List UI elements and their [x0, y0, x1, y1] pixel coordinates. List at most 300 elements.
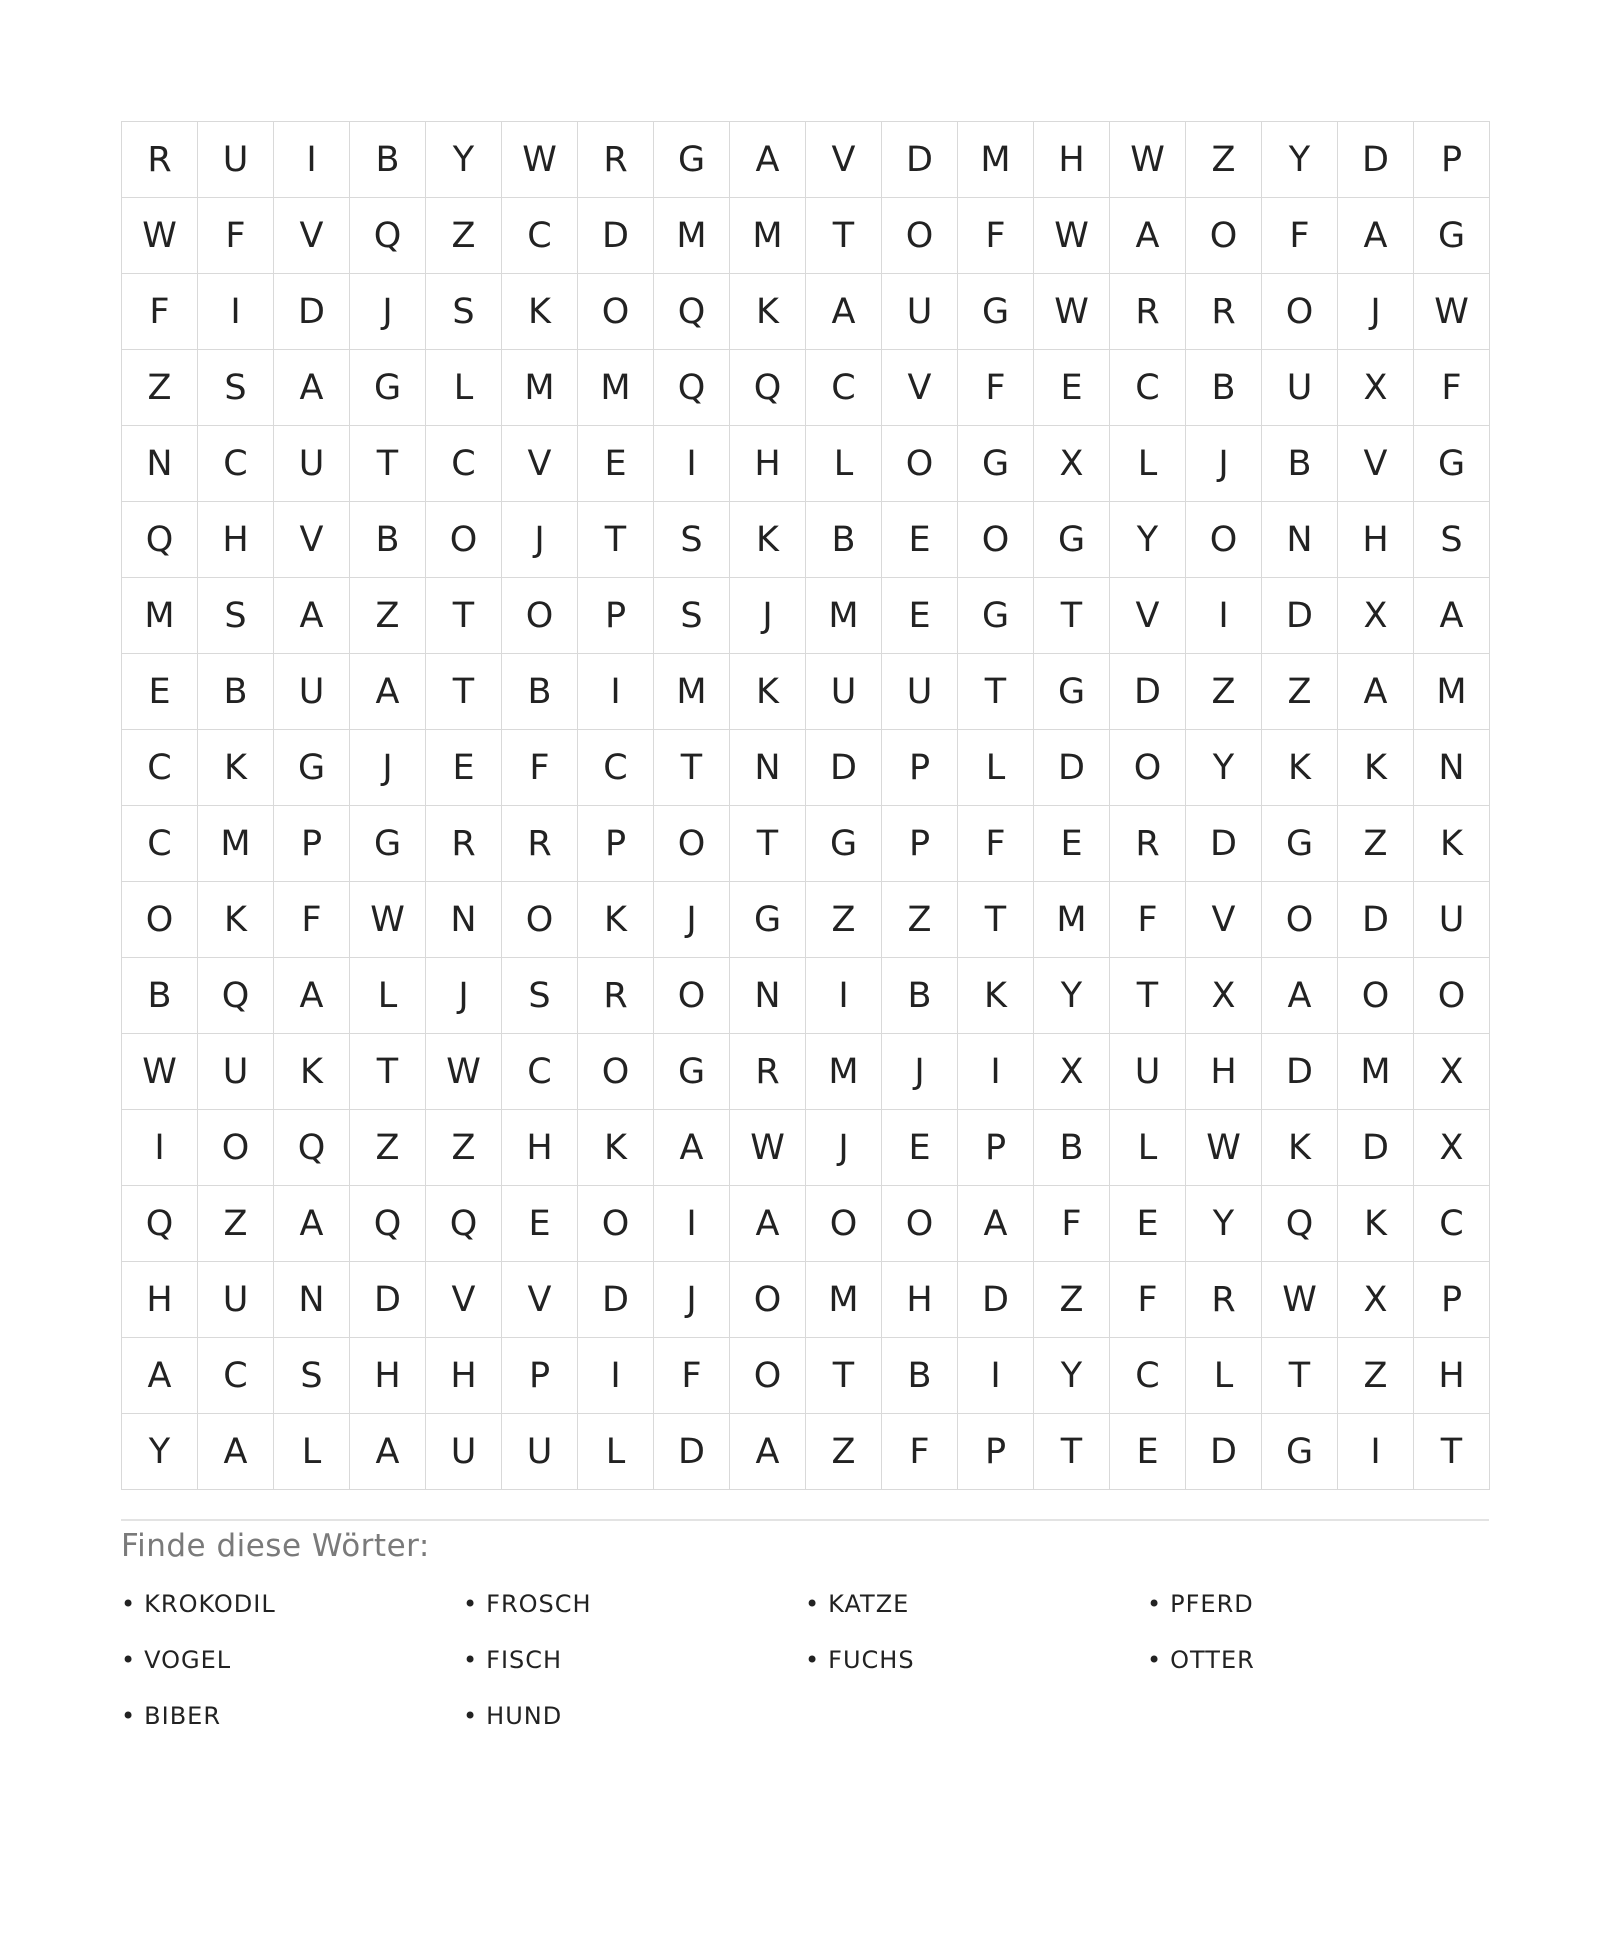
grid-cell[interactable]: M [958, 122, 1034, 198]
grid-cell[interactable]: J [426, 958, 502, 1034]
grid-cell[interactable]: G [274, 730, 350, 806]
grid-cell[interactable]: Z [1186, 654, 1262, 730]
grid-cell[interactable]: V [426, 1262, 502, 1338]
grid-cell[interactable]: C [502, 198, 578, 274]
grid-cell[interactable]: F [1034, 1186, 1110, 1262]
grid-cell[interactable]: Z [426, 1110, 502, 1186]
grid-cell[interactable]: X [1338, 350, 1414, 426]
grid-cell[interactable]: I [274, 122, 350, 198]
grid-cell[interactable]: O [502, 882, 578, 958]
grid-cell[interactable]: A [1262, 958, 1338, 1034]
grid-cell[interactable]: D [1262, 578, 1338, 654]
grid-cell[interactable]: U [1262, 350, 1338, 426]
grid-cell[interactable]: Z [1262, 654, 1338, 730]
grid-cell[interactable]: Z [806, 882, 882, 958]
grid-cell[interactable]: O [122, 882, 198, 958]
grid-cell[interactable]: O [502, 578, 578, 654]
grid-cell[interactable]: C [1110, 350, 1186, 426]
grid-cell[interactable]: H [426, 1338, 502, 1414]
grid-cell[interactable]: Z [882, 882, 958, 958]
grid-cell[interactable]: G [1414, 198, 1490, 274]
grid-cell[interactable]: N [426, 882, 502, 958]
grid-cell[interactable]: Y [1186, 730, 1262, 806]
grid-cell[interactable]: I [1338, 1414, 1414, 1490]
grid-cell[interactable]: K [1262, 1110, 1338, 1186]
grid-cell[interactable]: B [1034, 1110, 1110, 1186]
grid-cell[interactable]: U [426, 1414, 502, 1490]
grid-cell[interactable]: F [122, 274, 198, 350]
grid-cell[interactable]: N [122, 426, 198, 502]
grid-cell[interactable]: G [654, 122, 730, 198]
grid-cell[interactable]: O [1414, 958, 1490, 1034]
grid-cell[interactable]: T [578, 502, 654, 578]
grid-cell[interactable]: R [578, 122, 654, 198]
grid-cell[interactable]: X [1034, 426, 1110, 502]
grid-cell[interactable]: D [578, 198, 654, 274]
grid-cell[interactable]: A [730, 1414, 806, 1490]
grid-cell[interactable]: E [882, 578, 958, 654]
grid-cell[interactable]: H [882, 1262, 958, 1338]
grid-cell[interactable]: U [882, 274, 958, 350]
grid-cell[interactable]: A [1414, 578, 1490, 654]
grid-cell[interactable]: A [274, 578, 350, 654]
grid-cell[interactable]: R [1110, 274, 1186, 350]
grid-cell[interactable]: A [274, 350, 350, 426]
grid-cell[interactable]: M [1034, 882, 1110, 958]
grid-cell[interactable]: W [730, 1110, 806, 1186]
grid-cell[interactable]: T [1034, 578, 1110, 654]
grid-cell[interactable]: K [198, 730, 274, 806]
grid-cell[interactable]: L [806, 426, 882, 502]
grid-cell[interactable]: I [958, 1034, 1034, 1110]
grid-cell[interactable]: M [654, 654, 730, 730]
grid-cell[interactable]: E [1034, 350, 1110, 426]
grid-cell[interactable]: L [1110, 426, 1186, 502]
grid-cell[interactable]: P [882, 730, 958, 806]
grid-cell[interactable]: K [578, 882, 654, 958]
grid-cell[interactable]: A [806, 274, 882, 350]
grid-cell[interactable]: Q [274, 1110, 350, 1186]
grid-cell[interactable]: D [1338, 882, 1414, 958]
grid-cell[interactable]: W [502, 122, 578, 198]
grid-cell[interactable]: G [350, 806, 426, 882]
grid-cell[interactable]: Z [426, 198, 502, 274]
grid-cell[interactable]: S [654, 578, 730, 654]
grid-cell[interactable]: J [1338, 274, 1414, 350]
grid-cell[interactable]: Z [122, 350, 198, 426]
grid-cell[interactable]: F [1262, 198, 1338, 274]
grid-cell[interactable]: G [1262, 1414, 1338, 1490]
grid-cell[interactable]: F [882, 1414, 958, 1490]
grid-cell[interactable]: H [1414, 1338, 1490, 1414]
grid-cell[interactable]: O [578, 1186, 654, 1262]
grid-cell[interactable]: L [426, 350, 502, 426]
grid-cell[interactable]: J [350, 730, 426, 806]
grid-cell[interactable]: G [958, 274, 1034, 350]
grid-cell[interactable]: X [1338, 1262, 1414, 1338]
grid-cell[interactable]: R [578, 958, 654, 1034]
grid-cell[interactable]: A [654, 1110, 730, 1186]
grid-cell[interactable]: E [882, 1110, 958, 1186]
grid-cell[interactable]: G [1414, 426, 1490, 502]
grid-cell[interactable]: D [958, 1262, 1034, 1338]
grid-cell[interactable]: E [578, 426, 654, 502]
grid-cell[interactable]: J [502, 502, 578, 578]
grid-cell[interactable]: V [1338, 426, 1414, 502]
grid-cell[interactable]: Q [654, 274, 730, 350]
grid-cell[interactable]: C [806, 350, 882, 426]
grid-cell[interactable]: S [502, 958, 578, 1034]
grid-cell[interactable]: I [806, 958, 882, 1034]
grid-cell[interactable]: I [958, 1338, 1034, 1414]
grid-cell[interactable]: F [274, 882, 350, 958]
grid-cell[interactable]: O [198, 1110, 274, 1186]
grid-cell[interactable]: Z [806, 1414, 882, 1490]
grid-cell[interactable]: J [882, 1034, 958, 1110]
grid-cell[interactable]: D [806, 730, 882, 806]
grid-cell[interactable]: K [730, 502, 806, 578]
grid-cell[interactable]: Q [426, 1186, 502, 1262]
grid-cell[interactable]: D [1338, 1110, 1414, 1186]
grid-cell[interactable]: E [1110, 1414, 1186, 1490]
grid-cell[interactable]: T [350, 1034, 426, 1110]
grid-cell[interactable]: V [1186, 882, 1262, 958]
grid-cell[interactable]: K [1338, 1186, 1414, 1262]
grid-cell[interactable]: G [1034, 654, 1110, 730]
grid-cell[interactable]: M [198, 806, 274, 882]
grid-cell[interactable]: G [1034, 502, 1110, 578]
grid-cell[interactable]: D [882, 122, 958, 198]
grid-cell[interactable]: J [654, 882, 730, 958]
grid-cell[interactable]: W [122, 198, 198, 274]
grid-cell[interactable]: D [578, 1262, 654, 1338]
grid-cell[interactable]: T [806, 1338, 882, 1414]
grid-cell[interactable]: W [1186, 1110, 1262, 1186]
grid-cell[interactable]: B [882, 1338, 958, 1414]
grid-cell[interactable]: G [806, 806, 882, 882]
grid-cell[interactable]: R [1186, 274, 1262, 350]
grid-cell[interactable]: B [806, 502, 882, 578]
grid-cell[interactable]: U [502, 1414, 578, 1490]
grid-cell[interactable]: A [274, 1186, 350, 1262]
grid-cell[interactable]: O [1186, 502, 1262, 578]
grid-cell[interactable]: A [1338, 198, 1414, 274]
grid-cell[interactable]: O [882, 1186, 958, 1262]
grid-cell[interactable]: O [882, 426, 958, 502]
grid-cell[interactable]: O [578, 274, 654, 350]
grid-cell[interactable]: D [1186, 1414, 1262, 1490]
grid-cell[interactable]: C [1414, 1186, 1490, 1262]
grid-cell[interactable]: Y [1110, 502, 1186, 578]
grid-cell[interactable]: A [730, 122, 806, 198]
grid-cell[interactable]: O [426, 502, 502, 578]
grid-cell[interactable]: F [958, 806, 1034, 882]
grid-cell[interactable]: Y [1034, 1338, 1110, 1414]
grid-cell[interactable]: K [1414, 806, 1490, 882]
grid-cell[interactable]: P [1414, 122, 1490, 198]
grid-cell[interactable]: V [274, 502, 350, 578]
grid-cell[interactable]: I [1186, 578, 1262, 654]
grid-cell[interactable]: K [730, 654, 806, 730]
grid-cell[interactable]: P [882, 806, 958, 882]
grid-cell[interactable]: T [806, 198, 882, 274]
grid-cell[interactable]: M [654, 198, 730, 274]
grid-cell[interactable]: B [1262, 426, 1338, 502]
grid-cell[interactable]: M [578, 350, 654, 426]
grid-cell[interactable]: H [730, 426, 806, 502]
grid-cell[interactable]: U [274, 426, 350, 502]
grid-cell[interactable]: F [654, 1338, 730, 1414]
grid-cell[interactable]: Z [1338, 806, 1414, 882]
grid-cell[interactable]: E [882, 502, 958, 578]
grid-cell[interactable]: M [806, 578, 882, 654]
grid-cell[interactable]: T [1110, 958, 1186, 1034]
grid-cell[interactable]: D [654, 1414, 730, 1490]
grid-cell[interactable]: K [274, 1034, 350, 1110]
grid-cell[interactable]: S [1414, 502, 1490, 578]
grid-cell[interactable]: N [730, 958, 806, 1034]
grid-cell[interactable]: W [426, 1034, 502, 1110]
grid-cell[interactable]: W [1414, 274, 1490, 350]
grid-cell[interactable]: D [274, 274, 350, 350]
grid-cell[interactable]: S [198, 350, 274, 426]
grid-cell[interactable]: W [1262, 1262, 1338, 1338]
grid-cell[interactable]: G [958, 578, 1034, 654]
grid-cell[interactable]: B [502, 654, 578, 730]
grid-cell[interactable]: K [578, 1110, 654, 1186]
grid-cell[interactable]: L [958, 730, 1034, 806]
grid-cell[interactable]: X [1338, 578, 1414, 654]
grid-cell[interactable]: M [806, 1262, 882, 1338]
grid-cell[interactable]: H [1186, 1034, 1262, 1110]
grid-cell[interactable]: M [502, 350, 578, 426]
grid-cell[interactable]: E [1034, 806, 1110, 882]
grid-cell[interactable]: T [426, 578, 502, 654]
grid-cell[interactable]: D [1338, 122, 1414, 198]
grid-cell[interactable]: N [1262, 502, 1338, 578]
grid-cell[interactable]: X [1186, 958, 1262, 1034]
grid-cell[interactable]: O [1338, 958, 1414, 1034]
grid-cell[interactable]: H [350, 1338, 426, 1414]
grid-cell[interactable]: X [1414, 1034, 1490, 1110]
grid-cell[interactable]: S [654, 502, 730, 578]
grid-cell[interactable]: Z [350, 578, 426, 654]
grid-cell[interactable]: J [1186, 426, 1262, 502]
grid-cell[interactable]: O [578, 1034, 654, 1110]
grid-cell[interactable]: W [1034, 274, 1110, 350]
grid-cell[interactable]: G [730, 882, 806, 958]
grid-cell[interactable]: P [958, 1110, 1034, 1186]
grid-cell[interactable]: O [1262, 274, 1338, 350]
grid-cell[interactable]: Q [122, 502, 198, 578]
grid-cell[interactable]: I [198, 274, 274, 350]
grid-cell[interactable]: A [1110, 198, 1186, 274]
grid-cell[interactable]: H [122, 1262, 198, 1338]
grid-cell[interactable]: H [1034, 122, 1110, 198]
grid-cell[interactable]: T [654, 730, 730, 806]
grid-cell[interactable]: X [1034, 1034, 1110, 1110]
grid-cell[interactable]: O [1110, 730, 1186, 806]
grid-cell[interactable]: M [730, 198, 806, 274]
grid-cell[interactable]: F [958, 350, 1034, 426]
grid-cell[interactable]: V [806, 122, 882, 198]
grid-cell[interactable]: D [350, 1262, 426, 1338]
grid-cell[interactable]: M [1338, 1034, 1414, 1110]
grid-cell[interactable]: Y [122, 1414, 198, 1490]
grid-cell[interactable]: Q [730, 350, 806, 426]
grid-cell[interactable]: U [198, 1262, 274, 1338]
grid-cell[interactable]: T [730, 806, 806, 882]
grid-cell[interactable]: M [122, 578, 198, 654]
grid-cell[interactable]: C [198, 426, 274, 502]
grid-cell[interactable]: Z [350, 1110, 426, 1186]
grid-cell[interactable]: Z [1338, 1338, 1414, 1414]
grid-cell[interactable]: V [1110, 578, 1186, 654]
grid-cell[interactable]: Q [350, 198, 426, 274]
grid-cell[interactable]: U [198, 1034, 274, 1110]
grid-cell[interactable]: R [426, 806, 502, 882]
grid-cell[interactable]: H [198, 502, 274, 578]
grid-cell[interactable]: K [1262, 730, 1338, 806]
grid-cell[interactable]: B [1186, 350, 1262, 426]
grid-cell[interactable]: L [578, 1414, 654, 1490]
grid-cell[interactable]: I [654, 1186, 730, 1262]
grid-cell[interactable]: O [730, 1338, 806, 1414]
grid-cell[interactable]: Q [350, 1186, 426, 1262]
grid-cell[interactable]: K [198, 882, 274, 958]
grid-cell[interactable]: S [198, 578, 274, 654]
grid-cell[interactable]: P [1414, 1262, 1490, 1338]
grid-cell[interactable]: R [1186, 1262, 1262, 1338]
grid-cell[interactable]: U [274, 654, 350, 730]
grid-cell[interactable]: P [578, 806, 654, 882]
grid-cell[interactable]: K [730, 274, 806, 350]
grid-cell[interactable]: U [806, 654, 882, 730]
grid-cell[interactable]: U [1110, 1034, 1186, 1110]
grid-cell[interactable]: A [730, 1186, 806, 1262]
grid-cell[interactable]: O [1186, 198, 1262, 274]
grid-cell[interactable]: R [122, 122, 198, 198]
grid-cell[interactable]: C [502, 1034, 578, 1110]
grid-cell[interactable]: Q [654, 350, 730, 426]
grid-cell[interactable]: C [122, 806, 198, 882]
grid-cell[interactable]: A [958, 1186, 1034, 1262]
grid-cell[interactable]: O [1262, 882, 1338, 958]
grid-cell[interactable]: R [1110, 806, 1186, 882]
grid-cell[interactable]: U [198, 122, 274, 198]
grid-cell[interactable]: D [1110, 654, 1186, 730]
grid-cell[interactable]: K [958, 958, 1034, 1034]
grid-cell[interactable]: O [958, 502, 1034, 578]
grid-cell[interactable]: U [1414, 882, 1490, 958]
grid-cell[interactable]: N [274, 1262, 350, 1338]
grid-cell[interactable]: Z [1034, 1262, 1110, 1338]
grid-cell[interactable]: C [578, 730, 654, 806]
grid-cell[interactable]: A [122, 1338, 198, 1414]
grid-cell[interactable]: L [1186, 1338, 1262, 1414]
grid-cell[interactable]: E [426, 730, 502, 806]
grid-cell[interactable]: J [350, 274, 426, 350]
grid-cell[interactable]: K [502, 274, 578, 350]
grid-cell[interactable]: T [426, 654, 502, 730]
grid-cell[interactable]: P [274, 806, 350, 882]
grid-cell[interactable]: W [350, 882, 426, 958]
grid-cell[interactable]: A [198, 1414, 274, 1490]
grid-cell[interactable]: F [958, 198, 1034, 274]
grid-cell[interactable]: H [502, 1110, 578, 1186]
grid-cell[interactable]: E [1110, 1186, 1186, 1262]
grid-cell[interactable]: M [1414, 654, 1490, 730]
grid-cell[interactable]: O [730, 1262, 806, 1338]
grid-cell[interactable]: I [578, 654, 654, 730]
grid-cell[interactable]: A [350, 1414, 426, 1490]
grid-cell[interactable]: B [198, 654, 274, 730]
grid-cell[interactable]: F [1110, 1262, 1186, 1338]
grid-cell[interactable]: Z [198, 1186, 274, 1262]
grid-cell[interactable]: C [198, 1338, 274, 1414]
grid-cell[interactable]: F [502, 730, 578, 806]
grid-cell[interactable]: T [1034, 1414, 1110, 1490]
grid-cell[interactable]: P [578, 578, 654, 654]
grid-cell[interactable]: S [426, 274, 502, 350]
grid-cell[interactable]: V [274, 198, 350, 274]
grid-cell[interactable]: W [1034, 198, 1110, 274]
grid-cell[interactable]: C [426, 426, 502, 502]
grid-cell[interactable]: T [350, 426, 426, 502]
grid-cell[interactable]: D [1262, 1034, 1338, 1110]
grid-cell[interactable]: A [1338, 654, 1414, 730]
grid-cell[interactable]: Q [198, 958, 274, 1034]
grid-cell[interactable]: B [122, 958, 198, 1034]
grid-cell[interactable]: F [1110, 882, 1186, 958]
grid-cell[interactable]: Y [1262, 122, 1338, 198]
grid-cell[interactable]: L [350, 958, 426, 1034]
grid-cell[interactable]: T [958, 882, 1034, 958]
grid-cell[interactable]: N [730, 730, 806, 806]
grid-cell[interactable]: B [350, 502, 426, 578]
grid-cell[interactable]: M [806, 1034, 882, 1110]
grid-cell[interactable]: F [198, 198, 274, 274]
grid-cell[interactable]: O [806, 1186, 882, 1262]
grid-cell[interactable]: V [502, 426, 578, 502]
grid-cell[interactable]: I [578, 1338, 654, 1414]
grid-cell[interactable]: W [122, 1034, 198, 1110]
grid-cell[interactable]: C [122, 730, 198, 806]
grid-cell[interactable]: B [882, 958, 958, 1034]
grid-cell[interactable]: N [1414, 730, 1490, 806]
grid-cell[interactable]: Y [1034, 958, 1110, 1034]
grid-cell[interactable]: G [1262, 806, 1338, 882]
grid-cell[interactable]: C [1110, 1338, 1186, 1414]
grid-cell[interactable]: P [958, 1414, 1034, 1490]
grid-cell[interactable]: T [958, 654, 1034, 730]
grid-cell[interactable]: Z [1186, 122, 1262, 198]
grid-cell[interactable]: D [1034, 730, 1110, 806]
grid-cell[interactable]: O [882, 198, 958, 274]
grid-cell[interactable]: Q [1262, 1186, 1338, 1262]
grid-cell[interactable]: O [654, 958, 730, 1034]
grid-cell[interactable]: R [502, 806, 578, 882]
grid-cell[interactable]: S [274, 1338, 350, 1414]
grid-cell[interactable]: J [806, 1110, 882, 1186]
grid-cell[interactable]: A [350, 654, 426, 730]
grid-cell[interactable]: G [350, 350, 426, 426]
grid-cell[interactable]: G [654, 1034, 730, 1110]
grid-cell[interactable]: Y [426, 122, 502, 198]
grid-cell[interactable]: A [274, 958, 350, 1034]
grid-cell[interactable]: O [654, 806, 730, 882]
grid-cell[interactable]: R [730, 1034, 806, 1110]
